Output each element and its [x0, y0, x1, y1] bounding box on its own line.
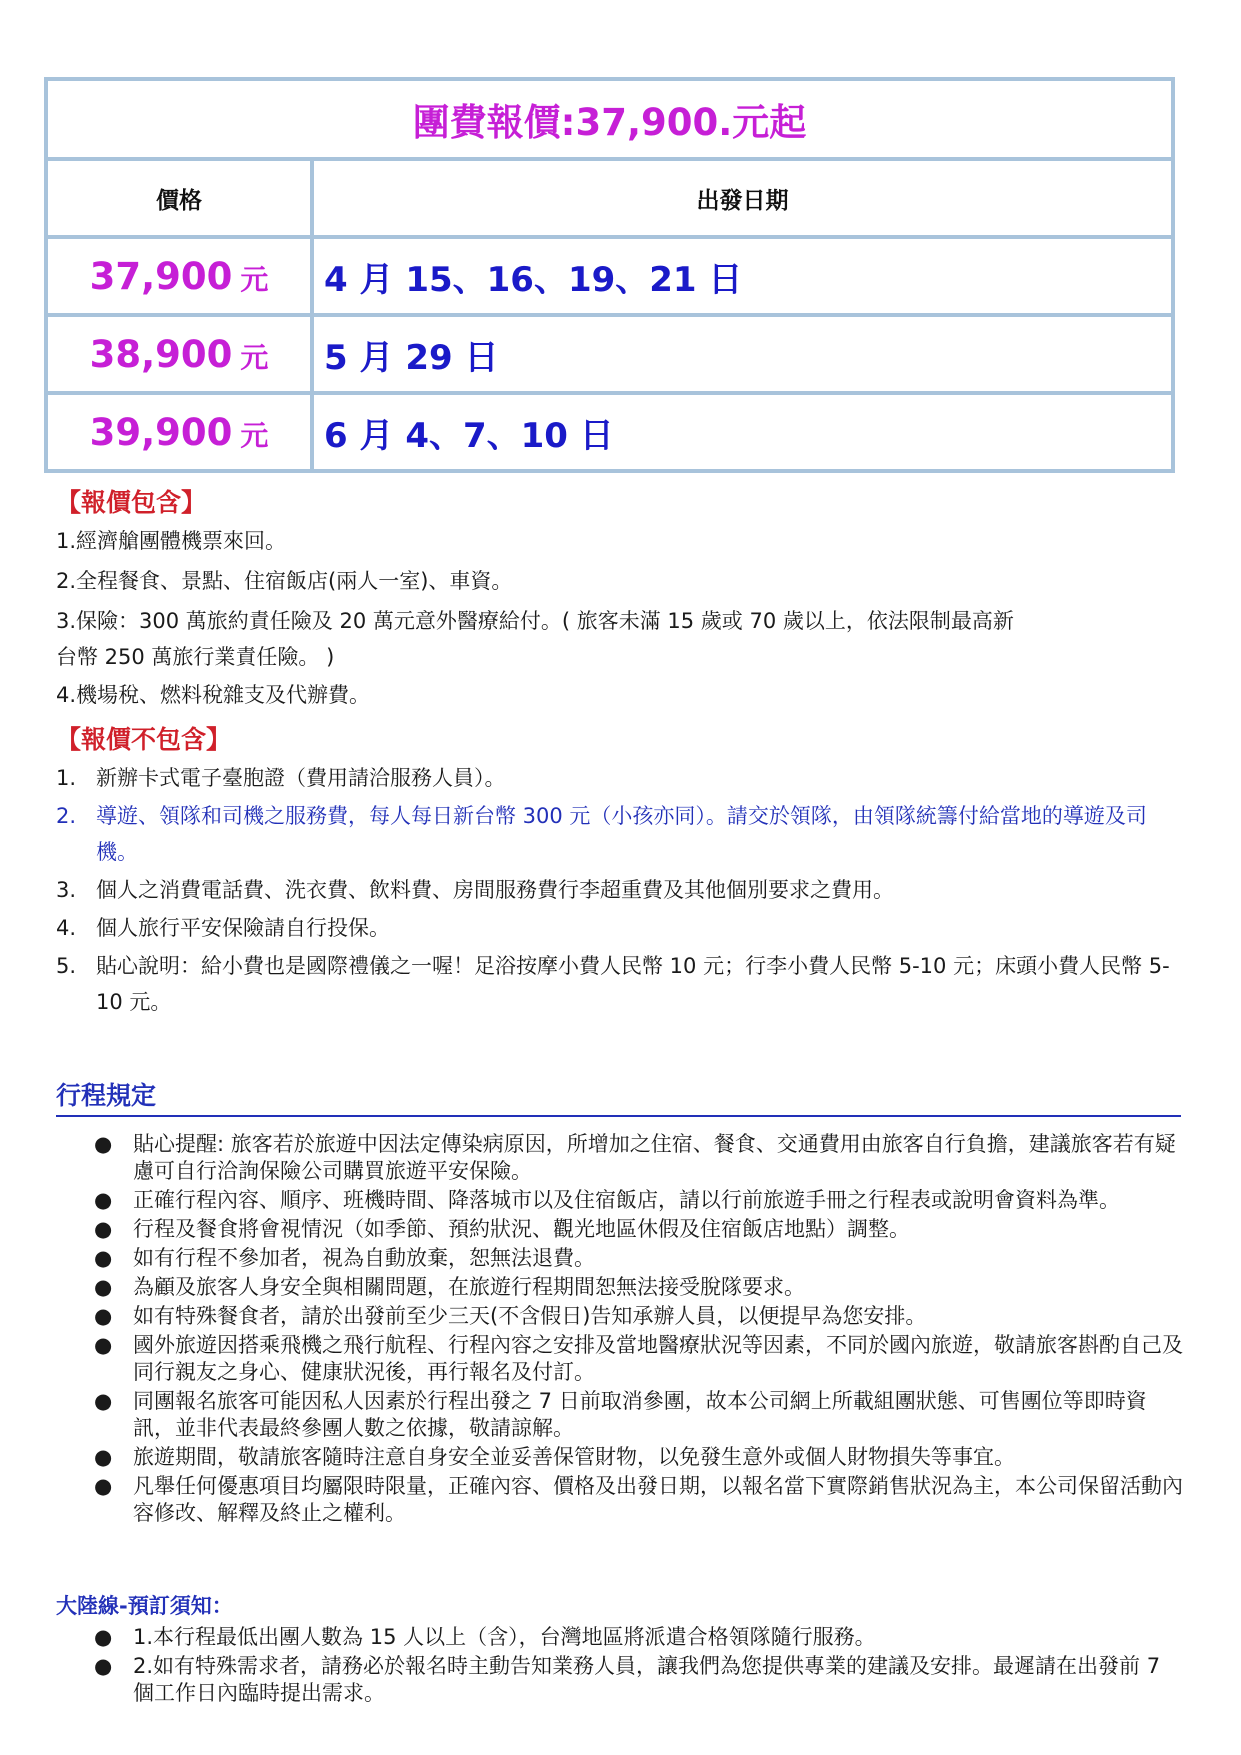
list-text: 新辦卡式電子臺胞證（費用請洽服務人員）。 [96, 766, 506, 790]
list-text: 凡舉任何優惠項目均屬限時限量，正確內容、價格及出發日期，以報名當下實際銷售狀況為主，本公司保留活動內容修改、解釋及終止之權利。 [133, 1474, 1183, 1525]
list-item [56, 1444, 1186, 1471]
excluded-list [56, 760, 1186, 1022]
bullet-icon: ● [94, 1625, 113, 1649]
price-unit: 元 [240, 418, 269, 452]
list-item [56, 1131, 1186, 1185]
bullet-icon: ● [94, 1275, 113, 1299]
price-value: 38,900 [89, 332, 233, 376]
list-text: 如有特殊餐食者，請於出發前至少三天(不含假日)告知承辦人員，以便提早為您安排。 [133, 1304, 927, 1328]
price-row [46, 315, 1173, 393]
list-item [56, 1216, 1186, 1243]
list-item [56, 798, 1186, 870]
bullet-icon: ● [94, 1188, 113, 1212]
price-table-title: 團費報價:37,900.元起 [46, 79, 1173, 159]
bullet-icon: ● [94, 1474, 113, 1498]
list-text: 旅遊期間，敬請旅客隨時注意自身安全並妥善保管財物，以免發生意外或個人財物損失等事宜。 [133, 1445, 1015, 1469]
list-item [56, 1653, 1186, 1707]
list-item [56, 1187, 1186, 1214]
price-value: 39,900 [89, 410, 233, 454]
included-title: 【報價包含】 [56, 488, 207, 517]
bullet-icon: ● [94, 1217, 113, 1241]
list-item [56, 948, 1186, 1020]
list-number: 1. [56, 766, 77, 790]
list-text: 個人旅行平安保險請自行投保。 [96, 916, 390, 940]
list-item [56, 1332, 1186, 1386]
included-item: 台幣 250 萬旅行業責任險。 ) [56, 645, 335, 669]
included-item: 2.全程餐食、景點、住宿飯店(兩人一室)、車資。 [56, 569, 513, 593]
included-item: 3.保險：300 萬旅約責任險及 20 萬元意外醫療給付。( 旅客未滿 15 歲或 70 歲以上，依法限制最高新 [56, 609, 1014, 633]
list-number: 5. [56, 954, 77, 978]
booking-list [56, 1624, 1186, 1709]
bullet-icon: ● [94, 1333, 113, 1357]
list-text: 為顧及旅客人身安全與相關問題，在旅遊行程期間恕無法接受脫隊要求。 [133, 1275, 805, 1299]
price-row [46, 393, 1173, 471]
price-unit: 元 [240, 340, 269, 374]
included-item: 1.經濟艙團體機票來回。 [56, 529, 287, 553]
list-text: 同團報名旅客可能因私人因素於行程出發之 7 日前取消參團，故本公司網上所載組團狀態、可售團位等即時資訊，並非代表最終參團人數之依據，敬請諒解。 [133, 1389, 1147, 1440]
list-number: 3. [56, 878, 77, 902]
itinerary-title: 行程規定 [56, 1076, 1181, 1117]
list-item [56, 1388, 1186, 1442]
bullet-icon: ● [94, 1389, 113, 1413]
list-item [56, 1624, 1186, 1651]
price-cell [46, 315, 312, 393]
departure-dates: 4 月 15、16、19、21 日 [312, 237, 1173, 315]
departure-dates: 5 月 29 日 [312, 315, 1173, 393]
list-number: 4. [56, 916, 77, 940]
list-text: 個人之消費電話費、洗衣費、飲料費、房間服務費行李超重費及其他個別要求之費用。 [96, 878, 894, 902]
list-text: 1.本行程最低出團人數為 15 人以上（含），台灣地區將派遣合格領隊隨行服務。 [133, 1625, 876, 1649]
list-item [56, 910, 1186, 946]
bullet-icon: ● [94, 1445, 113, 1469]
price-value: 37,900 [89, 254, 233, 298]
bullet-icon: ● [94, 1304, 113, 1328]
list-text: 正確行程內容、順序、班機時間、降落城市以及住宿飯店，請以行前旅遊手冊之行程表或說明會資料為準。 [133, 1188, 1120, 1212]
list-text: 貼心說明：給小費也是國際禮儀之一喔！足浴按摩小費人民幣 10 元；行李小費人民幣 5-10 元；床頭小費人民幣 5-10 元。 [96, 954, 1170, 1014]
date-column-header: 出發日期 [312, 159, 1173, 237]
departure-dates: 6 月 4、7、10 日 [312, 393, 1173, 471]
list-item [56, 1473, 1186, 1527]
list-item [56, 760, 1186, 796]
price-column-header: 價格 [46, 159, 312, 237]
bullet-icon: ● [94, 1132, 113, 1156]
list-text: 行程及餐食將會視情況（如季節、預約狀況、觀光地區休假及住宿飯店地點）調整。 [133, 1217, 910, 1241]
list-text: 導遊、領隊和司機之服務費，每人每日新台幣 300 元（小孩亦同）。請交於領隊，由領隊統籌付給當地的導遊及司機。 [96, 804, 1147, 864]
list-text: 2.如有特殊需求者，請務必於報名時主動告知業務人員，讓我們為您提供專業的建議及安排。最遲請在出發前 7 個工作日內臨時提出需求。 [133, 1654, 1161, 1705]
list-item [56, 872, 1186, 908]
list-item [56, 1245, 1186, 1272]
bullet-icon: ● [94, 1246, 113, 1270]
price-cell [46, 393, 312, 471]
included-item: 4.機場稅、燃料稅雜支及代辦費。 [56, 683, 371, 707]
price-cell [46, 237, 312, 315]
bullet-icon: ● [94, 1654, 113, 1678]
list-text: 貼心提醒: 旅客若於旅遊中因法定傳染病原因，所增加之住宿、餐食、交通費用由旅客自行負擔，建議旅客若有疑慮可自行洽詢保險公司購買旅遊平安保險。 [133, 1132, 1176, 1183]
list-text: 如有行程不參加者，視為自動放棄，恕無法退費。 [133, 1246, 595, 1270]
excluded-title: 【報價不包含】 [56, 725, 232, 754]
list-item [56, 1303, 1186, 1330]
itinerary-list [56, 1131, 1186, 1529]
list-number: 2. [56, 804, 77, 828]
price-table [44, 77, 1175, 473]
list-item [56, 1274, 1186, 1301]
booking-title: 大陸線-預訂須知： [56, 1594, 233, 1618]
price-row [46, 237, 1173, 315]
price-unit: 元 [240, 262, 269, 296]
list-text: 國外旅遊因搭乘飛機之飛行航程、行程內容之安排及當地醫療狀況等因素，不同於國內旅遊，敬請旅客斟酌自己及同行親友之身心、健康狀況後，再行報名及付訂。 [133, 1333, 1183, 1384]
